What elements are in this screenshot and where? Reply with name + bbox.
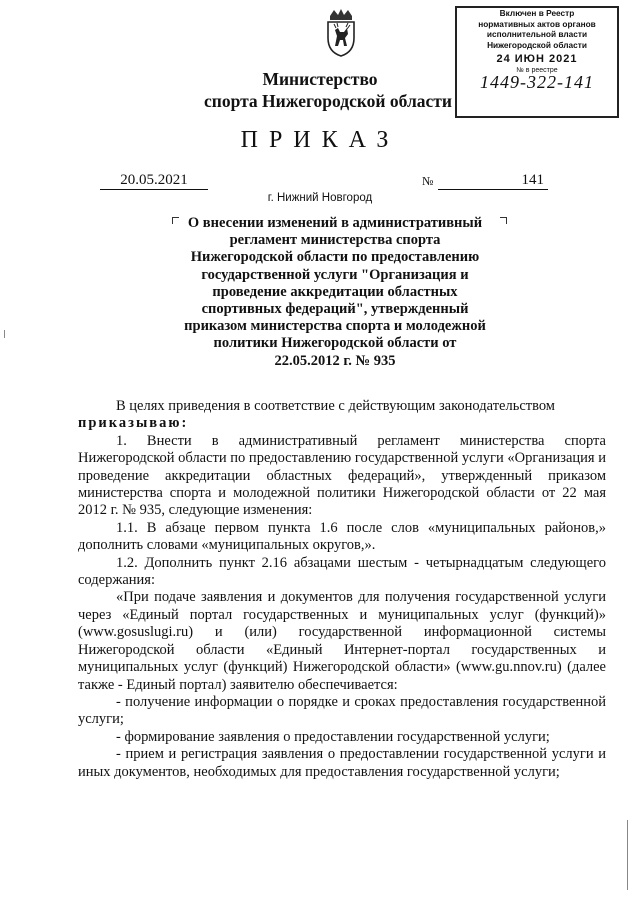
scan-artifact <box>627 820 628 890</box>
paragraph-1-1: 1.1. В абзаце первом пункта 1.6 после слов «муниципальных районов,» дополнить словами «муниципальных округов,». <box>78 519 606 554</box>
subject-line: О внесении изменений в административный <box>187 215 483 231</box>
list-item: - получение информации о порядке и сроках предоставления государственной услуги; <box>78 693 606 728</box>
subject-line: политики Нижегородской области от <box>213 335 457 352</box>
document-number: 141 <box>438 172 548 190</box>
document-city: г. Нижний Новгород <box>267 192 373 204</box>
subject-line: приказом министерства спорта и молодежной <box>184 318 486 335</box>
coat-of-arms-icon <box>322 8 360 58</box>
ministry-line-2: спорта Нижегородской области <box>204 91 452 111</box>
quote-paragraph: «При подаче заявления и документов для получения государственной услуги через «Единый портал государственных и муниципальных услуг (функций)» (www.gosuslugi.ru) и (или) государственной информационной системы Нижегородской области «Единый Интернет-портал государственных и муниципальных услуг (функций) Нижегородской области» (www.gu.nnov.ru) (далее также - Единый портал) заявителю обеспечивается: <box>78 589 606 693</box>
document-type: ПРИКАЗ <box>240 127 400 153</box>
intro-paragraph: В целях приведения в соответствие с действующим законодательством <box>116 398 555 414</box>
stamp-line-3: исполнительной власти <box>486 29 588 39</box>
stamp-line-2: нормативных актов органов <box>478 18 596 29</box>
paragraph-1-2: 1.2. Дополнить пункт 2.16 абзацами шестым - четырнадцатым следующего содержания: <box>78 554 606 589</box>
subject-line: Нижегородской области по предоставлению <box>190 249 480 266</box>
scan-artifact <box>4 330 5 338</box>
stamp-line-1: Включен в Реестр <box>499 8 575 18</box>
document-date: 20.05.2021 <box>100 172 208 190</box>
ministry-name <box>170 68 470 112</box>
number-sign: № <box>422 174 434 188</box>
ministry-line-1: Министерство <box>262 69 378 89</box>
subject-corner-right <box>500 217 507 224</box>
document-subject <box>175 215 495 370</box>
order-word: приказываю: <box>78 415 189 432</box>
subject-line: проведение аккредитации областных <box>212 283 458 300</box>
stamp-date: 24 ИЮН 2021 <box>496 53 578 65</box>
stamp-line-4: Нижегородской области <box>487 39 587 50</box>
stamp-registry-number: 1449-322-141 <box>480 72 594 92</box>
registry-stamp <box>455 6 619 118</box>
paragraph-1: 1. Внести в административный регламент министерства спорта Нижегородской области по предоставлению государственной услуги «Организация и проведение аккредитации областных федераций», утвержденный приказом министерства спорта и молодежной политики Нижегородской области от 22 мая 2012 г. № 935, следующие изменения: <box>78 432 606 519</box>
list-item: - формирование заявления о предоставлении государственной услуги; <box>116 728 550 745</box>
document-body <box>78 398 606 781</box>
subject-line: спортивных федераций", утвержденный <box>201 301 469 318</box>
subject-line: 22.05.2012 г. № 935 <box>274 352 396 369</box>
subject-line: государственной услуги "Организация и <box>201 266 469 283</box>
subject-line: регламент министерства спорта <box>229 232 441 249</box>
stamp-registry-label: № в реестре <box>516 67 558 74</box>
list-item: - прием и регистрация заявления о предоставлении государственной услуги и иных документов, необходимых для предоставления государственной услуги; <box>78 746 606 780</box>
